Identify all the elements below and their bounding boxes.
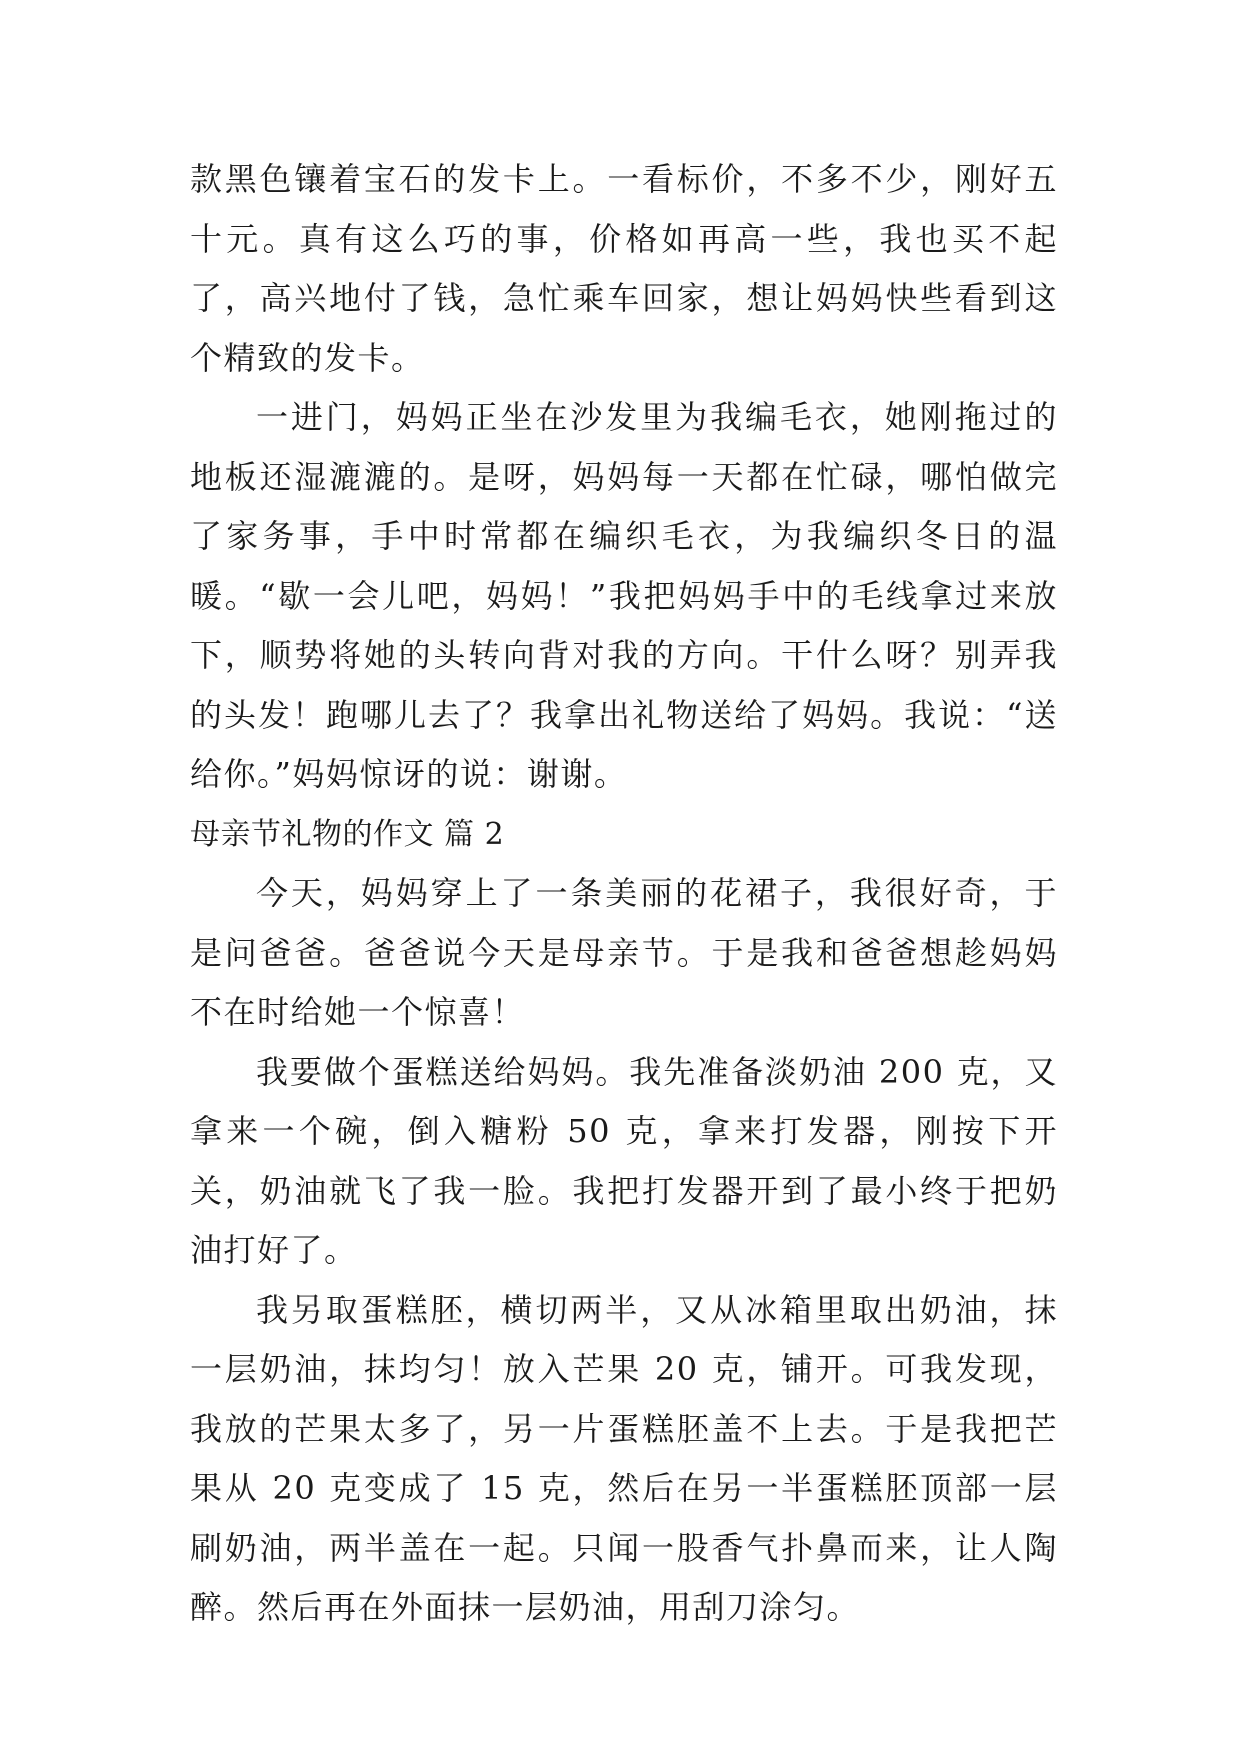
document-page xyxy=(190,150,1058,1638)
paragraph-hairclip-purchase: 款黑色镶着宝石的发卡上。一看标价，不多不少，刚好五十元。真有这么巧的事，价格如再高一些，我也买不起了，高兴地付了钱，急忙乘车回家，想让妈妈快些看到这个精致的发卡。 xyxy=(190,160,1058,377)
paragraph-mothers-day: 今天，妈妈穿上了一条美丽的花裙子，我很好奇，于是问爸爸。爸爸说今天是母亲节。于是我和爸爸想趁妈妈不在时给她一个惊喜！ xyxy=(190,874,1058,1031)
paragraph-gift-to-mother: 一进门，妈妈正坐在沙发里为我编毛衣，她刚拖过的地板还湿漉漉的。是呀，妈妈每一天都在忙碌，哪怕做完了家务事，手中时常都在编织毛衣，为我编织冬日的温暖。“歇一会儿吧，妈妈！”我把妈妈手中的毛线拿过来放下，顺势将她的头转向背对我的方向。干什么呀？别弄我的头发！跑哪儿去了？我拿出礼物送给了妈妈。我说：“送给你。”妈妈惊讶的说：谢谢。 xyxy=(190,398,1058,793)
paragraph-assembling-cake: 我另取蛋糕胚，横切两半，又从冰箱里取出奶油，抹一层奶油，抹均匀！放入芒果 20 克，铺开。可我发现，我放的芒果太多了，另一片蛋糕胚盖不上去。于是我把芒果从 20 克变成了 15 克，然后在另一半蛋糕胚顶部一层刷奶油，两半盖在一起。只闻一股香气扑鼻而来，让人陶醉。然后再在外面抹一层奶油，用刮刀涂匀。 xyxy=(190,1290,1058,1626)
paragraph-whipping-cream: 我要做个蛋糕送给妈妈。我先准备淡奶油 200 克，又拿来一个碗，倒入糖粉 50 克，拿来打发器，刚按下开关，奶油就飞了我一脸。我把打发器开到了最小终于把奶油打好了。 xyxy=(190,1052,1058,1269)
section-heading: 母亲节礼物的作文 篇 2 xyxy=(190,816,505,852)
